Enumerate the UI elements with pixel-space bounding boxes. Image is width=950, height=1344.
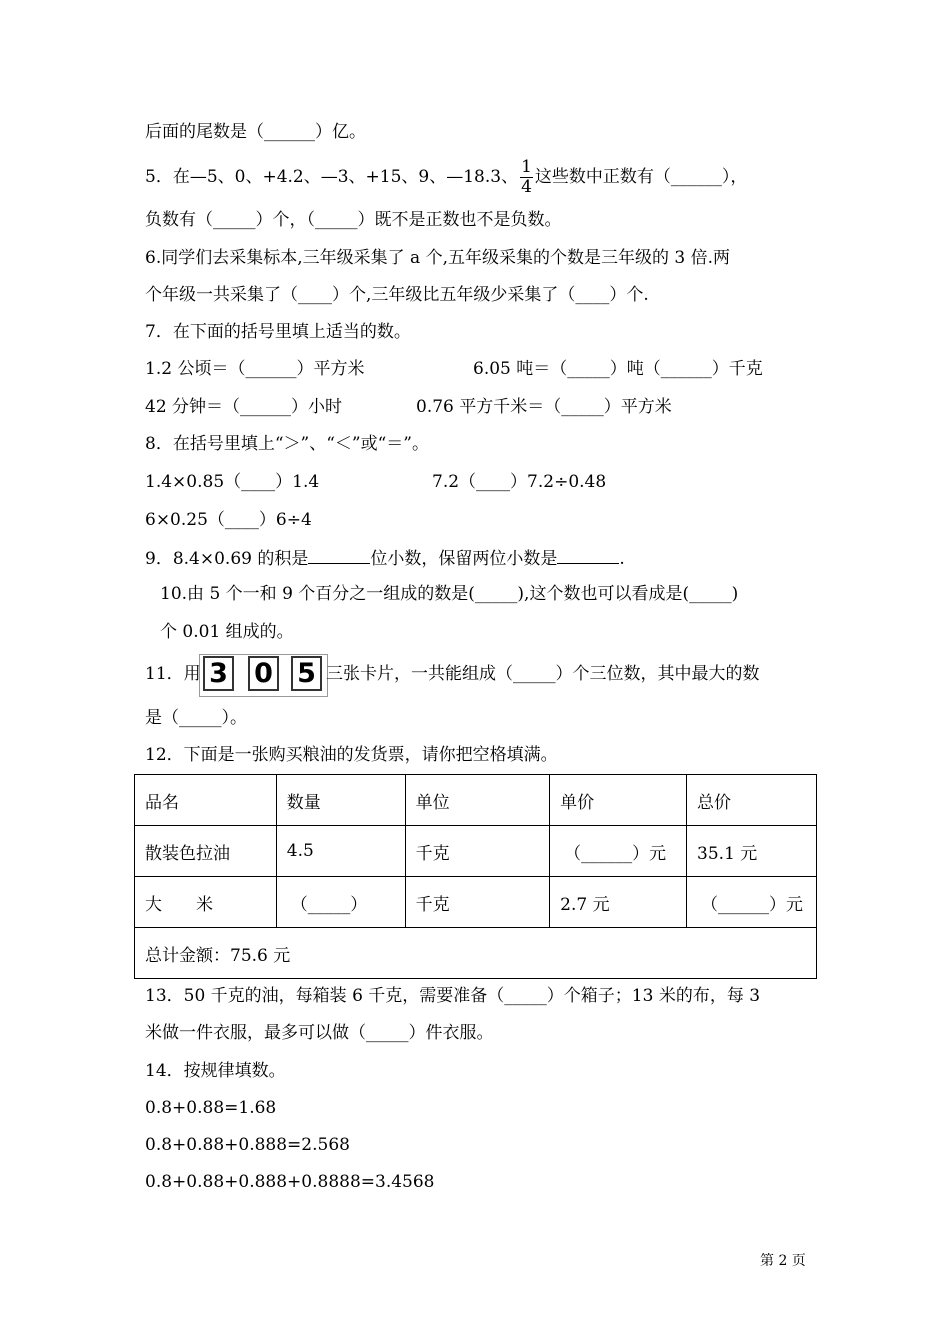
text-line: 后面的尾数是（______）亿。 bbox=[145, 122, 366, 142]
table-cell: 大 米 bbox=[135, 877, 277, 928]
question-7-item-c: 42 分钟＝（______）小时 bbox=[145, 397, 343, 417]
text-segment: 5．在—5、0、+4.2、—3、+15、9、—18.3、 bbox=[145, 167, 519, 187]
question-7-title: 7．在下面的括号里填上适当的数。 bbox=[145, 322, 411, 342]
question-6-line-2: 个年级一共采集了（____）个,三年级比五年级少采集了（____）个. bbox=[145, 285, 649, 305]
table-row bbox=[135, 877, 817, 928]
digit-card-0: 0 bbox=[248, 656, 279, 691]
question-10-line-1: 10.由 5 个一和 9 个百分之一组成的数是(_____),这个数也可以看成是(_____) bbox=[160, 584, 739, 604]
table-cell-blank[interactable]: （______）元 bbox=[550, 826, 687, 877]
table-cell: 散装色拉油 bbox=[135, 826, 277, 877]
question-7-item-a: 1.2 公顷＝（______）平方米 bbox=[145, 359, 365, 379]
question-5-line-1 bbox=[145, 158, 747, 197]
invoice-table bbox=[134, 774, 817, 979]
pattern-line-1: 0.8+0.88=1.68 bbox=[145, 1098, 277, 1118]
question-8-title: 8．在括号里填上“＞”、“＜”或“＝”。 bbox=[145, 434, 429, 454]
text-segment: . bbox=[619, 549, 625, 569]
header-cell: 品名 bbox=[135, 775, 277, 826]
digit-card-5: 5 bbox=[291, 656, 322, 691]
question-11-line-2: 是（_____）。 bbox=[145, 708, 247, 728]
table-cell: 4.5 bbox=[276, 826, 405, 877]
table-cell: 2.7 元 bbox=[550, 877, 687, 928]
digit-card-3: 3 bbox=[203, 656, 234, 691]
fraction-denominator: 4 bbox=[521, 177, 532, 197]
question-8-item-a: 1.4×0.85（____）1.4 bbox=[145, 472, 320, 492]
fraction-one-quarter bbox=[520, 158, 533, 197]
question-8-item-c: 6×0.25（____）6÷4 bbox=[145, 510, 312, 530]
question-13-line-2: 米做一件衣服，最多可以做（_____）件衣服。 bbox=[145, 1023, 494, 1043]
pattern-line-3: 0.8+0.88+0.888+0.8888=3.4568 bbox=[145, 1172, 435, 1192]
text-segment: 这些数中正数有（______）， bbox=[534, 167, 748, 187]
question-11-prefix: 11．用 bbox=[145, 664, 201, 684]
table-cell: 千克 bbox=[405, 877, 550, 928]
table-cell-blank[interactable]: （_____） bbox=[276, 877, 405, 928]
header-cell: 总价 bbox=[687, 775, 817, 826]
question-13-line-1: 13．50 千克的油，每箱装 6 千克，需要准备（_____）个箱子；13 米的布，每 3 bbox=[145, 986, 761, 1006]
table-row bbox=[135, 826, 817, 877]
table-total-row bbox=[135, 928, 817, 979]
text-segment: 位小数，保留两位小数是 bbox=[370, 549, 558, 569]
header-cell: 单价 bbox=[550, 775, 687, 826]
page-number: 第 2 页 bbox=[760, 1253, 806, 1269]
question-7-item-b: 6.05 吨＝（_____）吨（______）千克 bbox=[473, 359, 763, 379]
text-segment: 9．8.4×0.69 的积是 bbox=[145, 549, 309, 569]
question-10-line-2: 个 0.01 组成的。 bbox=[160, 622, 294, 642]
question-12-title: 12．下面是一张购买粮油的发货票，请你把空格填满。 bbox=[145, 745, 558, 765]
question-7-item-d: 0.76 平方千米＝（_____）平方米 bbox=[416, 397, 672, 417]
question-14-title: 14．按规律填数。 bbox=[145, 1061, 286, 1081]
table-cell-blank[interactable]: （______）元 bbox=[687, 877, 817, 928]
table-header-row bbox=[135, 775, 817, 826]
question-6-line-1: 6.同学们去采集标本,三年级采集了 a 个,五年级采集的个数是三年级的 3 倍.两 bbox=[145, 248, 730, 268]
table-cell: 千克 bbox=[405, 826, 550, 877]
pattern-line-2: 0.8+0.88+0.888=2.568 bbox=[145, 1135, 350, 1155]
question-5-line-2: 负数有（_____）个，（_____）既不是正数也不是负数。 bbox=[145, 210, 562, 230]
question-8-item-b: 7.2（____）7.2÷0.48 bbox=[432, 472, 607, 492]
total-cell: 总计金额：75.6 元 bbox=[135, 928, 817, 979]
header-cell: 数量 bbox=[276, 775, 405, 826]
fraction-numerator: 1 bbox=[521, 157, 532, 177]
answer-blank[interactable] bbox=[308, 545, 370, 564]
question-9 bbox=[145, 545, 625, 571]
question-11-line-1: 三张卡片，一共能组成（_____）个三位数，其中最大的数 bbox=[326, 664, 760, 684]
table-cell: 35.1 元 bbox=[687, 826, 817, 877]
answer-blank[interactable] bbox=[557, 545, 619, 564]
header-cell: 单位 bbox=[405, 775, 550, 826]
